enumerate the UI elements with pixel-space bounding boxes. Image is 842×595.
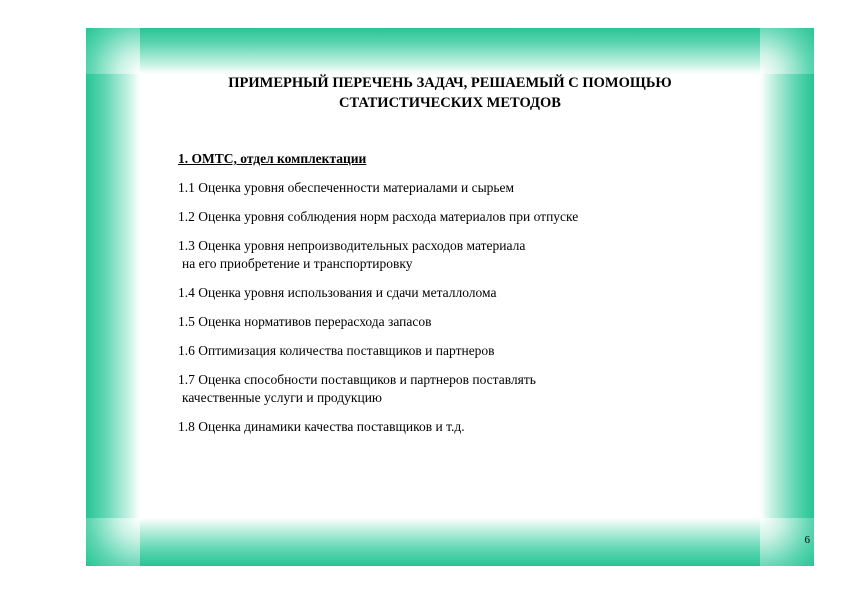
frame-corner-bottom-left	[86, 518, 140, 566]
section-heading: 1. ОМТС, отдел комплектации	[178, 151, 367, 166]
task-item-text: 1.3 Оценка уровня непроизводительных расходов материала	[178, 238, 526, 253]
task-item-text: 1.5 Оценка нормативов перерасхода запасов	[178, 314, 432, 329]
task-item	[178, 237, 748, 273]
task-item-text: 1.7 Оценка способности поставщиков и партнеров поставлять	[178, 372, 536, 387]
task-item-text: 1.4 Оценка уровня использования и сдачи металлолома	[178, 285, 497, 300]
task-item	[178, 418, 748, 436]
task-item	[178, 313, 748, 331]
task-item-continuation: на его приобретение и транспортировку	[182, 256, 413, 271]
task-item	[178, 371, 748, 407]
task-list	[178, 179, 748, 436]
frame-band-bottom	[140, 518, 760, 566]
slide-title-line: ПРИМЕРНЫЙ ПЕРЕЧЕНЬ ЗАДАЧ, РЕШАЕМЫЙ С ПОМОЩЬЮ	[228, 75, 672, 91]
slide-content	[178, 150, 748, 447]
frame-band-left	[86, 74, 140, 518]
task-item-text: 1.8 Оценка динамики качества поставщиков и т.д.	[178, 419, 465, 434]
task-item	[178, 208, 748, 226]
page-number: 6	[804, 534, 810, 546]
task-item-continuation: качественные услуги и продукцию	[182, 390, 383, 405]
task-item	[178, 179, 748, 197]
task-item-text: 1.6 Оптимизация количества поставщиков и партнеров	[178, 343, 495, 358]
task-item-text: 1.2 Оценка уровня соблюдения норм расхода материалов при отпуске	[178, 209, 579, 224]
slide-title	[140, 73, 760, 113]
slide-title-line: СТАТИСТИЧЕСКИХ МЕТОДОВ	[339, 95, 561, 111]
task-item	[178, 342, 748, 360]
frame-band-right	[760, 74, 814, 518]
frame-corner-top-right	[760, 28, 814, 74]
frame-corner-top-left	[86, 28, 140, 74]
frame-band-top	[140, 28, 760, 74]
task-item	[178, 284, 748, 302]
task-item-text: 1.1 Оценка уровня обеспеченности материалами и сырьем	[178, 180, 515, 195]
